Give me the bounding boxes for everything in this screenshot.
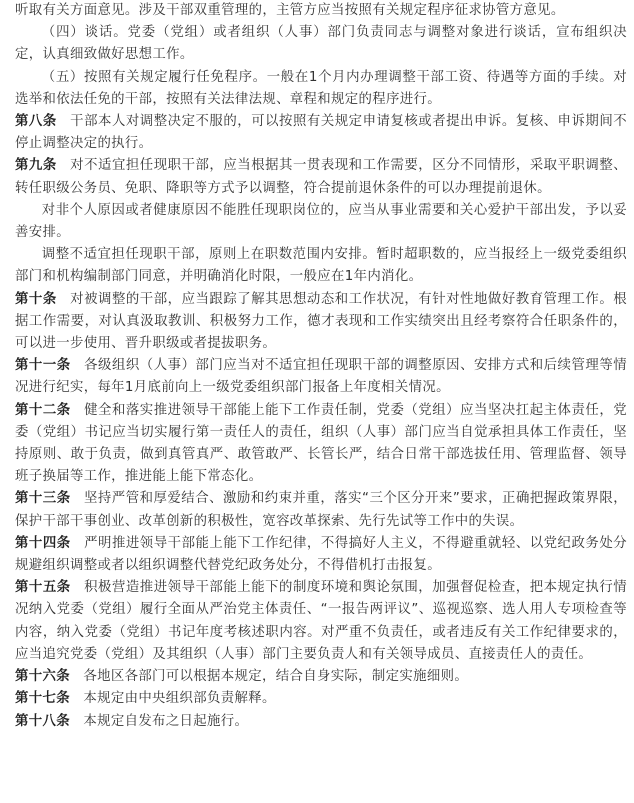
paragraph-text: 调整不适宜担任现职干部，原则上在职数范围内安排。暂时超职数的，应当报经上一级党委组织部门和机构编制部门同意，并明确消化时限，一般应在1年内消化。 <box>15 247 627 285</box>
paragraph-text: 各级组织（人事）部门应当对不适宜担任现职干部的调整原因、安排方式和后续管理等情况进行纪实，每年1月底前向上一级党委组织部门报备上年度相关情况。 <box>15 358 627 396</box>
article-paragraph <box>15 533 627 577</box>
paragraph-text: 对非个人原因或者健康原因不能胜任现职岗位的，应当从事业需要和关心爱护干部出发，予以妥善安排。 <box>15 202 627 241</box>
article-number: 第八条 <box>15 114 57 130</box>
paragraph <box>15 67 627 111</box>
paragraph-text: 健全和落实推进领导干部能上能下工作责任制，党委（党组）应当坚决扛起主体责任，党委（党组）书记应当切实履行第一责任人的责任，组织（人事）部门应当自觉承担具体工作责任，坚持原则、敢于负责，做到真管真严、敢管敢严、长管长严，结合日常干部选拔任用、管理监督、领导班子换届等工作，推进能上能下常态化。 <box>15 402 627 485</box>
paragraph-text: （五）按照有关规定履行任免程序。一般在1个月内办理调整干部工资、待遇等方面的手续。对选举和依法任免的干部，按照有关法律法规、章程和规定的程序进行。 <box>15 69 627 107</box>
paragraph <box>15 22 627 66</box>
article-number: 第十八条 <box>15 713 70 729</box>
article-paragraph <box>15 400 627 489</box>
article-paragraph <box>15 155 627 199</box>
article-number: 第十六条 <box>15 669 70 685</box>
paragraph-text: 听取有关方面意见。涉及干部双重管理的，主管方应当按照有关规定程序征求协管方意见。 <box>15 3 565 18</box>
article-paragraph <box>15 111 627 155</box>
article-paragraph <box>15 355 627 399</box>
paragraph <box>15 244 627 288</box>
paragraph <box>15 200 627 244</box>
article-paragraph <box>15 488 627 532</box>
article-paragraph <box>15 577 627 666</box>
article-number: 第十一条 <box>15 358 71 374</box>
article-number: 第十三条 <box>15 491 71 507</box>
paragraph-text: 本规定自发布之日起施行。 <box>83 713 249 729</box>
article-paragraph <box>15 289 627 356</box>
paragraph-text: （四）谈话。党委（党组）或者组织（人事）部门负责同志与调整对象进行谈话，宣布组织决定，认真细致做好思想工作。 <box>15 25 627 63</box>
article-paragraph <box>15 666 627 688</box>
article-number: 第十条 <box>15 291 57 307</box>
paragraph-text: 本规定由中央组织部负责解释。 <box>83 691 276 707</box>
paragraph-text: 坚持严管和厚爱结合、激励和约束并重，落实“三个区分开来”要求，正确把握政策界限，保护干部干事创业、改革创新的积极性，宽容改革探索、先行先试等工作中的失误。 <box>15 491 627 529</box>
document-body <box>15 0 627 733</box>
paragraph-text: 对被调整的干部，应当跟踪了解其思想动态和工作状况，有针对性地做好教育管理工作。根据工作需要，对认真汲取教训、积极努力工作，德才表现和工作实绩突出且经考察符合任职条件的，可以进一步使用、晋升职级或者提拔职务。 <box>15 291 627 352</box>
article-number: 第九条 <box>15 158 57 174</box>
paragraph <box>15 0 627 22</box>
article-paragraph <box>15 688 627 710</box>
article-paragraph <box>15 711 627 733</box>
paragraph-text: 严明推进领导干部能上能下工作纪律，不得搞好人主义，不得避重就轻、以党纪政务处分规避组织调整或者以组织调整代替党纪政务处分，不得借机打击报复。 <box>15 535 627 574</box>
article-number: 第十四条 <box>15 535 71 551</box>
paragraph-text: 积极营造推进领导干部能上能下的制度环境和舆论氛围，加强督促检查，把本规定执行情况纳入党委（党组）履行全面从严治党主体责任、“一报告两评议”、巡视巡察、选人用人专项检查等内容，纳入党委（党组）书记年度考核述职内容。对严重不负责任，或者违反有关工作纪律要求的，应当追究党委（党组）及其组织（人事）部门主要负责人和有关领导成员、直接责任人的责任。 <box>15 580 627 662</box>
paragraph-text: 对不适宜担任现职干部，应当根据其一贯表现和工作需要，区分不同情形，采取平职调整、转任职级公务员、免职、降职等方式予以调整，符合提前退休条件的可以办理提前退休。 <box>15 158 627 196</box>
paragraph-text: 各地区各部门可以根据本规定，结合自身实际，制定实施细则。 <box>83 669 469 685</box>
article-number: 第十二条 <box>15 402 71 418</box>
article-number: 第十五条 <box>15 580 71 596</box>
paragraph-text: 干部本人对调整决定不服的，可以按照有关规定申请复核或者提出申诉。复核、申诉期间不停止调整决定的执行。 <box>15 114 627 152</box>
article-number: 第十七条 <box>15 691 70 707</box>
